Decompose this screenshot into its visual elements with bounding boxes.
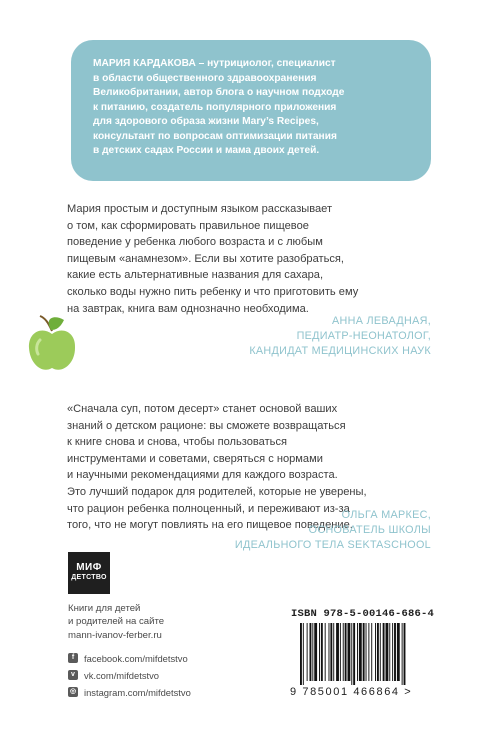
barcode-bar — [394, 623, 396, 681]
barcode-bar — [314, 623, 317, 681]
apple-icon — [26, 312, 78, 374]
barcode-bar — [345, 623, 347, 681]
review-line: какие есть альтернативные названия для сахара, — [67, 269, 324, 282]
barcode-bar — [348, 623, 351, 681]
attribution-line: АННА ЛЕВАДНАЯ, — [332, 315, 431, 327]
review-line: о том, как сформировать правильное пищевое — [67, 219, 309, 232]
barcode-bar — [329, 623, 330, 681]
barcode-bar — [377, 623, 379, 681]
barcode-bar — [300, 623, 302, 685]
barcode-bar — [375, 623, 376, 681]
social-link-facebook[interactable] — [68, 651, 191, 665]
review-line: «Сначала суп, потом десерт» станет основой ваших — [67, 403, 338, 415]
barcode-bar — [303, 623, 304, 685]
barcode-bar — [351, 623, 352, 685]
barcode-bar — [343, 623, 344, 681]
barcode-bar — [336, 623, 339, 681]
barcode-bar — [319, 623, 320, 681]
barcode-bar — [357, 623, 358, 681]
barcode-bar — [307, 623, 308, 681]
social-link-label: instagram.com/mifdetstvo — [84, 686, 191, 698]
barcode-bar — [368, 623, 369, 681]
ean-number: 9 785001 466864 > — [290, 686, 413, 698]
social-link-label: facebook.com/mifdetstvo — [84, 652, 188, 664]
vk-icon: v — [68, 670, 78, 680]
author-bio-box — [71, 40, 431, 181]
barcode-bar — [383, 623, 385, 681]
barcode-bar — [340, 623, 341, 681]
publisher-site-info — [68, 602, 208, 642]
barcode-bar — [389, 623, 390, 681]
author-bio-line: в детских садах России и мама двоих детей. — [93, 145, 320, 156]
site-info-line: Книги для детей — [68, 603, 141, 614]
barcode-bar — [392, 623, 393, 681]
review-line: того, что не могут повлиять на его пищевое поведение. — [67, 519, 353, 532]
barcode-bar — [321, 623, 323, 681]
barcode-bar — [359, 623, 362, 681]
review-line: пищевым «анамнезом». Если вы хотите разобраться, — [67, 252, 345, 265]
barcode-bar — [380, 623, 381, 681]
barcode-bar — [366, 623, 367, 681]
attribution-line: ОСНОВАТЕЛЬ ШКОЛЫ — [308, 524, 431, 536]
barcode-bar — [371, 623, 372, 681]
social-link-instagram[interactable] — [68, 685, 191, 699]
review-line: инструментами и советами, сверяться с нормами — [67, 452, 323, 465]
review-line: сколько воды нужно пить ребенку и что приготовить ему — [67, 285, 359, 298]
logo-line-1: МИФ — [76, 562, 102, 573]
review-line: что рацион ребенка полноценный, и переживают из-за — [67, 502, 350, 515]
barcode-graphic — [290, 623, 435, 685]
instagram-icon: ◎ — [69, 688, 77, 695]
review-line: на завтрак, книга вам однозначно необходима. — [67, 302, 309, 315]
review-line: знаний о детском рационе: вы сможете возвращаться — [67, 419, 346, 432]
review-line: Мария простым и доступным языком рассказывает — [67, 203, 333, 215]
author-bio-line: консультант по вопросам оптимизации питания — [93, 130, 337, 142]
barcode-bar — [363, 623, 365, 681]
review-quote-1 — [67, 201, 437, 317]
review-attribution-1 — [249, 314, 431, 359]
barcode-bar — [404, 623, 406, 685]
site-url[interactable]: mann-ivanov-ferber.ru — [68, 629, 162, 641]
review-line: Это лучший подарок для родителей, которые не уверены, — [67, 485, 367, 498]
barcode-bar — [386, 623, 389, 681]
site-info-line: и родителей на сайте — [68, 616, 165, 628]
barcode-bar — [402, 623, 403, 685]
author-bio-line: к питанию, создатель популярного приложения — [93, 101, 337, 113]
barcode-bar — [333, 623, 334, 681]
isbn-barcode — [290, 608, 435, 698]
barcode-bar — [330, 623, 332, 681]
barcode-bar — [353, 623, 355, 685]
review-line: к книге снова и снова, чтобы пользоваться — [67, 436, 287, 449]
review-attribution-2 — [235, 508, 431, 553]
barcode-bar — [310, 623, 312, 681]
logo-line-2: ДЕТСТВО — [71, 574, 107, 581]
author-bio-line: в области общественного здравоохранения — [93, 72, 317, 84]
attribution-line: ИДЕАЛЬНОГО ТЕЛА SEKTASCHOOL — [234, 539, 431, 551]
barcode-bar — [312, 623, 313, 681]
attribution-line: КАНДИДАТ МЕДИЦИНСКИХ НАУК — [249, 345, 431, 357]
facebook-icon: f — [68, 653, 78, 663]
publisher-logo — [68, 552, 110, 594]
author-bio-line: для здорового образа жизни Mary’s Recipes, — [93, 116, 319, 127]
barcode-bar — [397, 623, 400, 681]
social-link-label: vk.com/mifdetstvo — [84, 669, 160, 681]
author-bio-line: МАРИЯ КАРДАКОВА – нутрициолог, специалист — [93, 58, 336, 69]
review-line: и научными рекомендациями для каждого возраста. — [67, 469, 338, 482]
review-line: поведение у ребенка любого возраста и с любым — [67, 236, 323, 249]
isbn-label: ISBN 978-5-00146-686-4 — [291, 608, 435, 620]
barcode-bar — [325, 623, 326, 681]
author-bio-line: Великобритании, автор блога о научном подходе — [93, 87, 345, 98]
social-link-vk[interactable] — [68, 668, 191, 682]
social-links — [68, 651, 191, 702]
attribution-line: ПЕДИАТР-НЕОНАТОЛОГ, — [296, 330, 431, 342]
attribution-line: ОЛЬГА МАРКЕС, — [341, 509, 431, 521]
